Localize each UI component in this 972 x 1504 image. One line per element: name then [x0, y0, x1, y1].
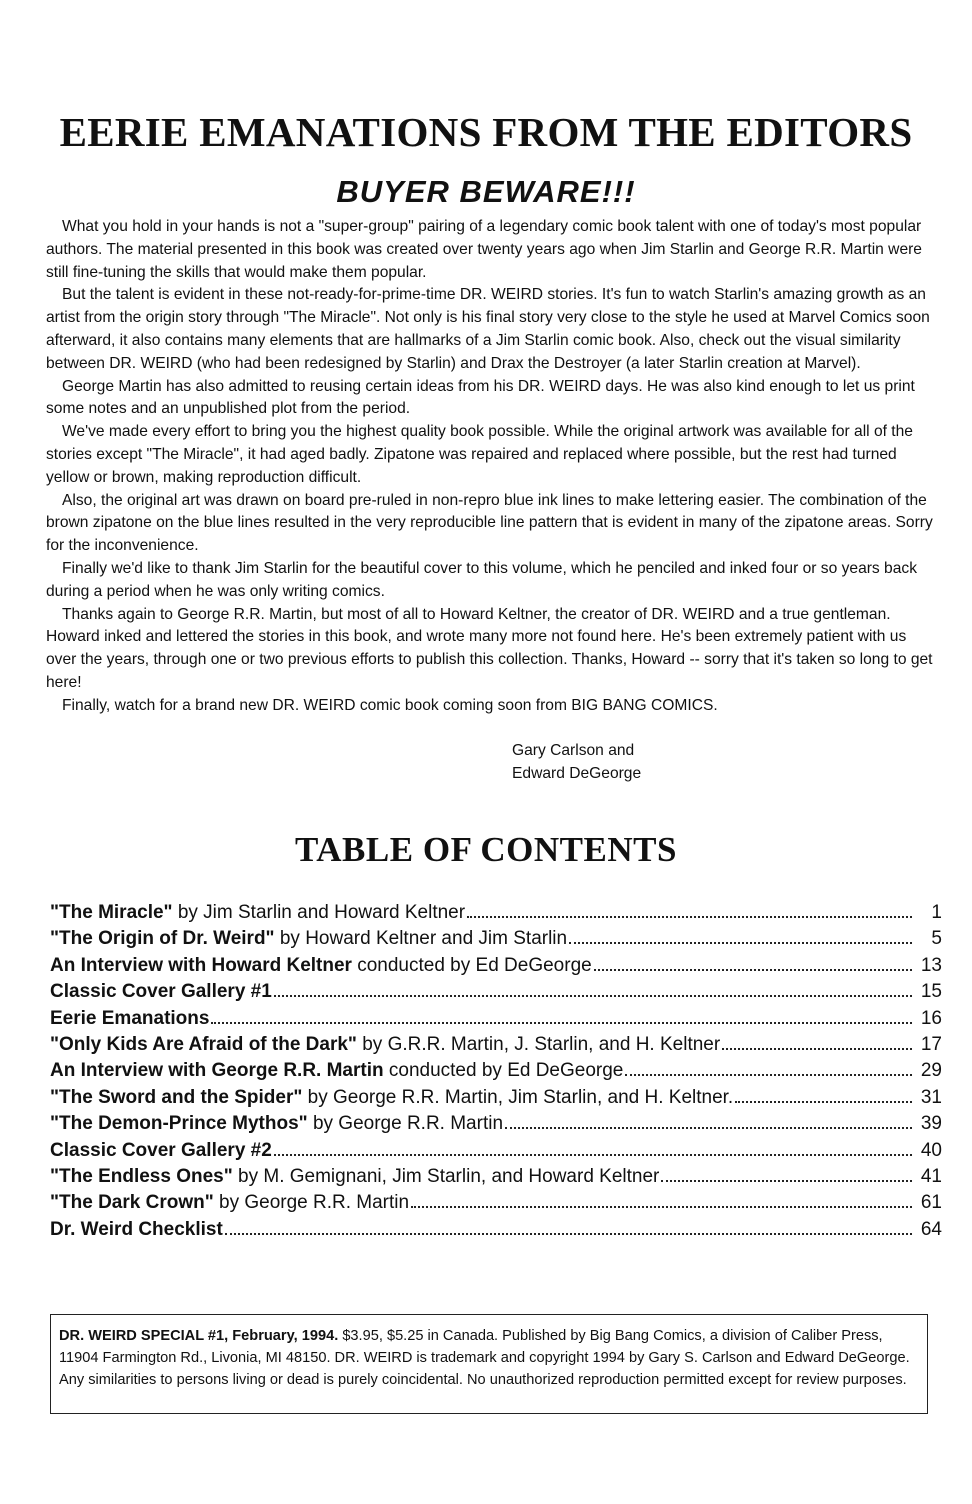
- dot-leader: [722, 1047, 912, 1050]
- toc-entry: [50, 1085, 942, 1111]
- letter-paragraph: George Martin has also admitted to reusing certain ideas from his DR. WEIRD days. He was also kind enough to let us print some notes and an unpublished plot from the period.: [46, 377, 915, 418]
- toc-entry-title: An Interview with Howard Keltner: [50, 954, 352, 976]
- toc-entry-credits: conducted by Ed DeGeorge: [351, 954, 592, 976]
- letter-paragraph: Finally we'd like to thank Jim Starlin for the beautiful cover to this volume, which he penciled and inked four or so years back during a period when he was only writing comics.: [46, 559, 917, 600]
- toc-page-number: 16: [920, 1007, 942, 1029]
- dot-leader: [625, 1073, 912, 1076]
- toc-entry: [50, 900, 942, 926]
- toc-entry-title: "The Endless Ones": [50, 1165, 233, 1187]
- toc-page-number: 40: [920, 1139, 942, 1161]
- editors-signature: [512, 740, 641, 786]
- toc-page-number: 5: [931, 928, 942, 950]
- toc-entry-title: An Interview with George R.R. Martin: [50, 1060, 384, 1082]
- publication-indicia: [50, 1314, 928, 1414]
- indicia-title: DR. WEIRD SPECIAL #1, February, 1994.: [59, 1328, 339, 1344]
- toc-entry-title: "The Sword and the Spider": [50, 1086, 303, 1108]
- letter-paragraph: Thanks again to George R.R. Martin, but most of all to Howard Keltner, the creator of DR. WEIRD and a true gentleman. Howard inked and lettered the stories in this book, and wrote many more not found here. He's been extremely patient with us over the years, through one or two previous efforts to publish this collection. Thanks, Howard -- sorry that it's taken so long to get here!: [46, 605, 933, 691]
- masthead-title: EERIE EMANATIONS FROM THE EDITORS: [59, 109, 913, 155]
- toc-page-number: 64: [920, 1218, 942, 1240]
- toc-entry-credits: by George R.R. Martin: [213, 1192, 410, 1214]
- toc-entry-credits: conducted by Ed DeGeorge: [383, 1060, 624, 1082]
- toc-page-number: 29: [920, 1060, 942, 1082]
- toc-entry-title: Dr. Weird Checklist: [50, 1218, 223, 1240]
- toc-entry-title: Classic Cover Gallery #1: [50, 981, 272, 1003]
- toc-entry-credits: by Jim Starlin and Howard Keltner: [172, 902, 466, 923]
- toc-entry-title: "The Origin of Dr. Weird": [50, 928, 275, 950]
- toc-entry: [50, 926, 942, 952]
- letter-paragraph: Also, the original art was drawn on board pre-ruled in non-repro blue ink lines to make lettering easier. The combination of the brown zipatone on the blue lines resulted in the very reproducible line pattern that is evident in many of the zipatone areas. Sorry for the inconvenience.: [46, 491, 933, 555]
- toc-entry: [50, 1138, 942, 1164]
- toc-entry-credits: by M. Gemignani, Jim Starlin, and Howard Keltner: [232, 1165, 660, 1187]
- toc-entry-credits: by Howard Keltner and Jim Starlin: [274, 928, 568, 950]
- toc-entry-title: "The Miracle": [50, 902, 173, 923]
- dot-leader: [274, 1153, 912, 1156]
- dot-leader: [211, 1021, 912, 1024]
- letter-paragraph: But the talent is evident in these not-ready-for-prime-time DR. WEIRD stories. It's fun to watch Starlin's amazing growth as an artist from the origin story through "The Miracle". Not only is his final story very close to the style he used at Marvel Comics soon afterward, it also contains many elements that are hallmarks of a Jim Starlin comic book. Also, check out the visual similarity between DR. WEIRD (who had been redesigned by Starlin) and Drax the Destroyer (a later Starlin creation at Marvel).: [46, 286, 930, 372]
- toc-page-number: 13: [920, 954, 942, 976]
- toc-entry: [50, 1190, 942, 1216]
- toc-page-number: 1: [931, 902, 942, 923]
- dot-leader: [274, 994, 912, 997]
- letter-paragraph: We've made every effort to bring you the highest quality book possible. While the original artwork was available for all of the stories except "The Miracle", it had aged badly. Zipatone was repaired and replaced where possible, but the rest had turned yellow or brown, making reproduction difficult.: [46, 423, 913, 486]
- toc-entry-title: "Only Kids Are Afraid of the Dark": [50, 1033, 357, 1055]
- dot-leader: [735, 1100, 912, 1103]
- toc-heading: TABLE OF CONTENTS: [295, 830, 677, 869]
- indicia-text: $3.95, $5.25 in Canada. Published by Big Bang Comics, a division of Caliber Press, 11904 Farmington Rd., Livonia, MI 48150. DR. WEIRD is trademark and copyright 1994 by Gary S. Carlson and Edward DeGeorge. Any similarities to persons living or dead is purely coincidental. No unauthorized reproduction permitted except for review purposes.: [59, 1328, 910, 1388]
- toc-entry: [50, 1058, 942, 1084]
- toc-entry-credits: by George R.R. Martin, Jim Starlin, and H. Keltner.: [302, 1086, 734, 1108]
- dot-leader: [467, 915, 912, 918]
- dot-leader: [505, 1126, 912, 1129]
- toc-page-number: 17: [920, 1033, 942, 1055]
- dot-leader: [225, 1232, 912, 1235]
- section-subtitle: BUYER BEWARE!!!: [336, 174, 636, 209]
- toc-entry: [50, 1006, 942, 1032]
- toc-page-number: 41: [920, 1165, 942, 1187]
- letter-paragraph: What you hold in your hands is not a "super-group" pairing of a legendary comic book talent with one of today's most popular authors. The material presented in this book was created over twenty years ago when Jim Starlin and George R.R. Martin were still fine-tuning the skills that would make them popular.: [46, 218, 922, 281]
- toc-entry: [50, 979, 942, 1005]
- letter-paragraph: Finally, watch for a brand new DR. WEIRD comic book coming soon from BIG BANG COMICS.: [62, 696, 718, 714]
- toc-entry: [50, 1164, 942, 1190]
- toc-page-number: 61: [920, 1192, 942, 1214]
- toc-page-number: 15: [920, 981, 942, 1003]
- toc-entry-title: "The Demon-Prince Mythos": [50, 1113, 308, 1135]
- toc-entry-credits: by G.R.R. Martin, J. Starlin, and H. Keltner: [356, 1033, 721, 1055]
- dot-leader: [661, 1179, 912, 1182]
- toc-entry-credits: by George R.R. Martin: [307, 1113, 504, 1135]
- table-of-contents: [50, 900, 942, 1243]
- toc-page-number: 31: [920, 1086, 942, 1108]
- dot-leader: [569, 941, 912, 944]
- signature-line: Edward DeGeorge: [512, 764, 642, 782]
- dot-leader: [411, 1205, 912, 1208]
- toc-entry-title: Classic Cover Gallery #2: [50, 1139, 272, 1161]
- toc-entry: [50, 1217, 942, 1243]
- toc-entry: [50, 1032, 942, 1058]
- toc-page-number: 39: [920, 1113, 942, 1135]
- toc-entry: [50, 1111, 942, 1137]
- dot-leader: [594, 968, 912, 971]
- editors-letter: [46, 216, 936, 718]
- toc-entry: [50, 953, 942, 979]
- toc-entry-title: Eerie Emanations: [50, 1007, 210, 1029]
- signature-line: Gary Carlson and: [512, 742, 635, 759]
- toc-entry-title: "The Dark Crown": [50, 1192, 214, 1214]
